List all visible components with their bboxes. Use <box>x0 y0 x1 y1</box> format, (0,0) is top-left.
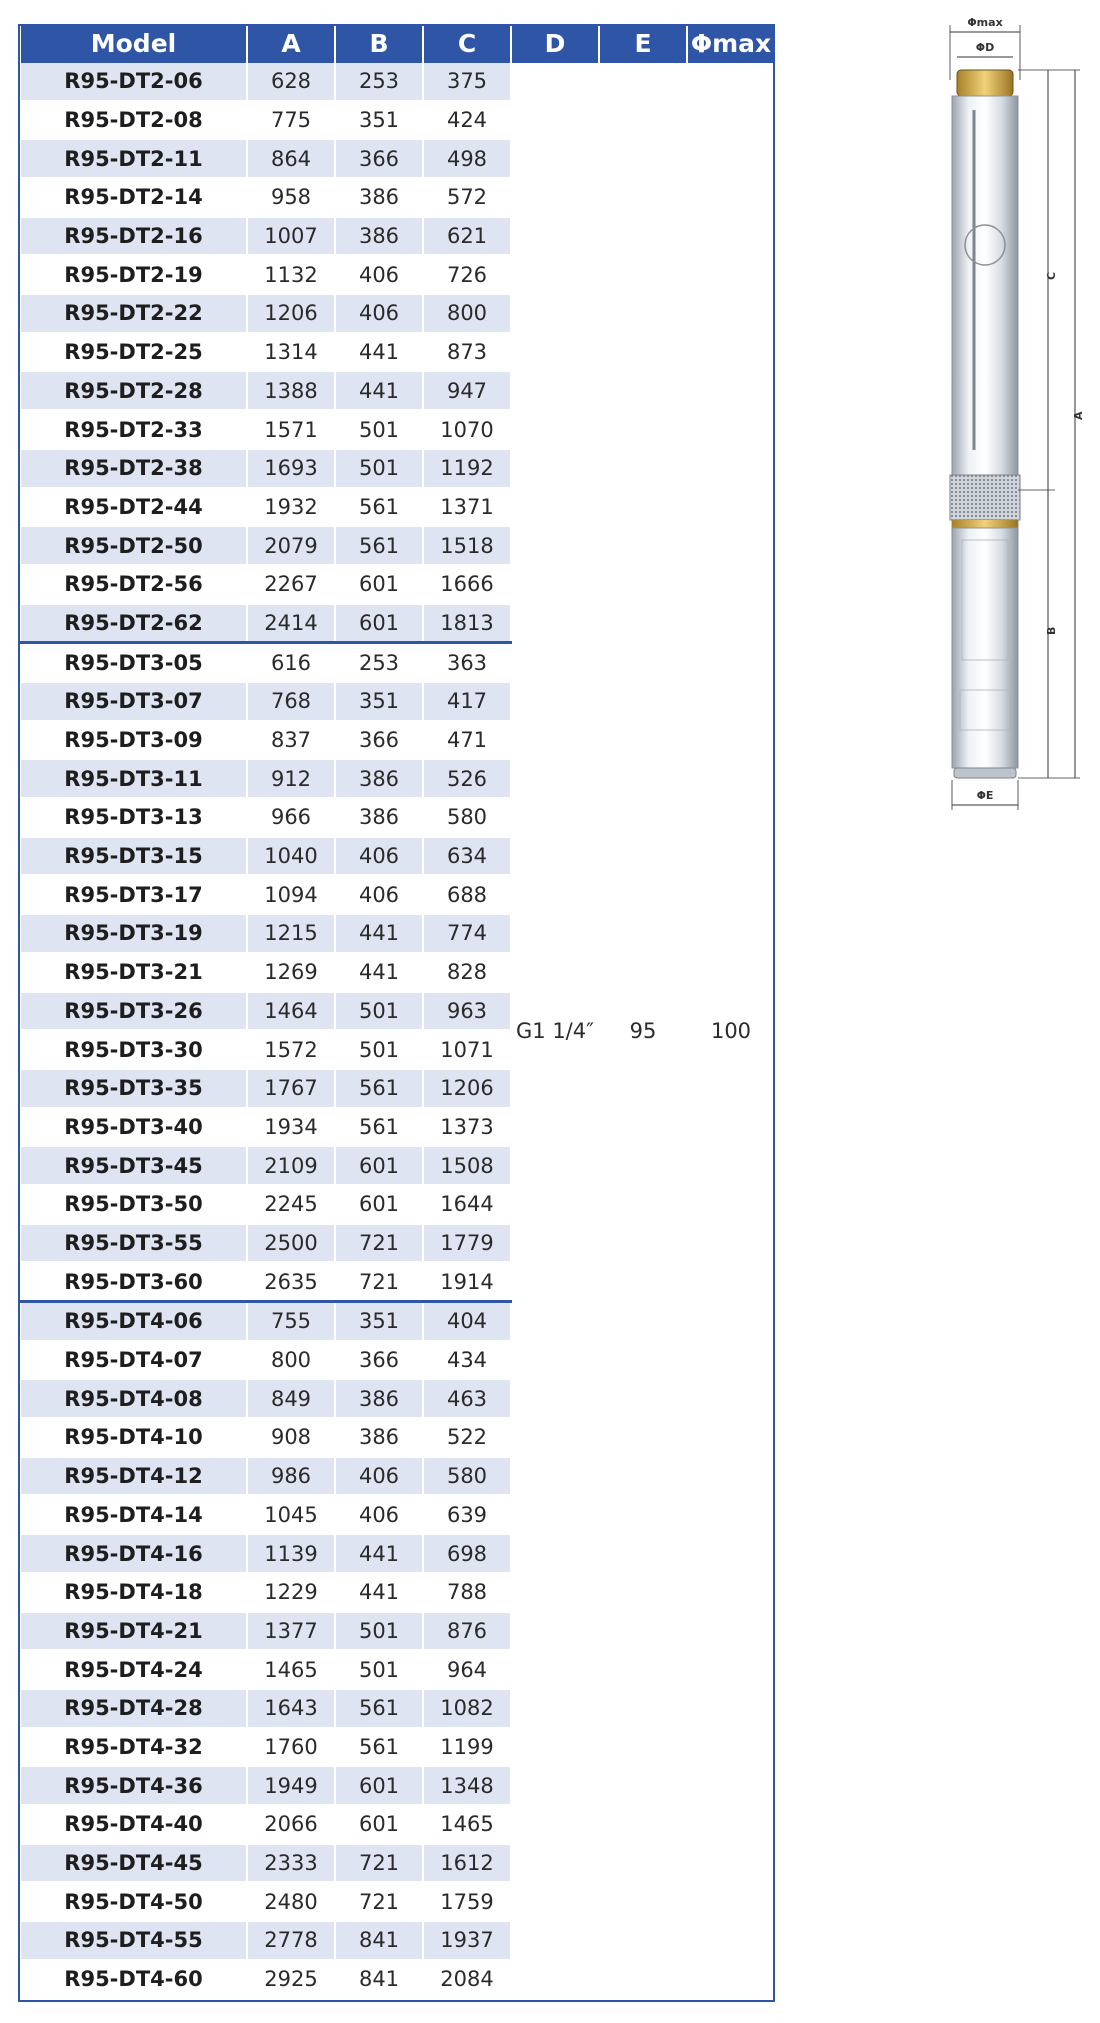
a-cell: 2778 <box>247 1921 335 1960</box>
dimensions-table <box>19 24 776 2000</box>
a-cell: 1007 <box>247 217 335 256</box>
c-cell: 1666 <box>423 565 511 604</box>
b-cell: 501 <box>335 1650 423 1689</box>
header-b: B <box>335 24 423 63</box>
d-shared-cell: G1 1/4″ <box>511 63 599 1999</box>
a-cell: 1571 <box>247 410 335 449</box>
c-cell: 1937 <box>423 1921 511 1960</box>
c-label: C <box>1045 271 1058 280</box>
c-cell: 522 <box>423 1418 511 1457</box>
a-cell: 768 <box>247 682 335 721</box>
a-cell: 1094 <box>247 875 335 914</box>
b-cell: 501 <box>335 992 423 1031</box>
b-cell: 841 <box>335 1921 423 1960</box>
a-label: A <box>1072 411 1085 420</box>
a-cell: 2109 <box>247 1146 335 1185</box>
model-cell: R95-DT3-45 <box>20 1146 247 1185</box>
header-c: C <box>423 24 511 63</box>
c-cell: 774 <box>423 914 511 953</box>
header-a: A <box>247 24 335 63</box>
b-cell: 386 <box>335 759 423 798</box>
model-cell: R95-DT4-21 <box>20 1612 247 1651</box>
b-cell: 601 <box>335 1185 423 1224</box>
c-cell: 1612 <box>423 1844 511 1883</box>
c-cell: 621 <box>423 217 511 256</box>
b-cell: 721 <box>335 1262 423 1301</box>
a-cell: 2333 <box>247 1844 335 1883</box>
a-cell: 2245 <box>247 1185 335 1224</box>
model-cell: R95-DT2-38 <box>20 449 247 488</box>
b-cell: 366 <box>335 1341 423 1380</box>
c-cell: 471 <box>423 721 511 760</box>
model-cell: R95-DT3-15 <box>20 837 247 876</box>
a-cell: 2480 <box>247 1882 335 1921</box>
b-cell: 721 <box>335 1844 423 1883</box>
c-cell: 363 <box>423 643 511 682</box>
c-cell: 498 <box>423 139 511 178</box>
model-cell: R95-DT2-44 <box>20 488 247 527</box>
model-cell: R95-DT4-55 <box>20 1921 247 1960</box>
b-cell: 561 <box>335 1069 423 1108</box>
a-cell: 2414 <box>247 604 335 643</box>
c-cell: 1071 <box>423 1030 511 1069</box>
model-cell: R95-DT3-17 <box>20 875 247 914</box>
a-cell: 1572 <box>247 1030 335 1069</box>
b-cell: 841 <box>335 1960 423 1999</box>
model-cell: R95-DT3-13 <box>20 798 247 837</box>
b-cell: 351 <box>335 682 423 721</box>
a-cell: 1388 <box>247 371 335 410</box>
c-cell: 1644 <box>423 1185 511 1224</box>
a-cell: 1215 <box>247 914 335 953</box>
b-cell: 561 <box>335 488 423 527</box>
c-cell: 1082 <box>423 1689 511 1728</box>
model-cell: R95-DT4-14 <box>20 1495 247 1534</box>
model-cell: R95-DT4-24 <box>20 1650 247 1689</box>
model-cell: R95-DT2-08 <box>20 101 247 140</box>
c-cell: 1199 <box>423 1728 511 1767</box>
a-cell: 1949 <box>247 1766 335 1805</box>
a-cell: 864 <box>247 139 335 178</box>
model-cell: R95-DT2-11 <box>20 139 247 178</box>
b-cell: 406 <box>335 255 423 294</box>
brass-outlet <box>957 70 1013 96</box>
b-cell: 561 <box>335 526 423 565</box>
c-cell: 404 <box>423 1302 511 1341</box>
model-cell: R95-DT4-10 <box>20 1418 247 1457</box>
model-cell: R95-DT4-16 <box>20 1534 247 1573</box>
model-cell: R95-DT3-11 <box>20 759 247 798</box>
a-cell: 958 <box>247 178 335 217</box>
table-body <box>20 63 775 1999</box>
c-cell: 1518 <box>423 526 511 565</box>
model-cell: R95-DT2-06 <box>20 63 247 101</box>
phie-label: ΦE <box>976 789 994 802</box>
b-cell: 366 <box>335 721 423 760</box>
c-cell: 726 <box>423 255 511 294</box>
c-cell: 1371 <box>423 488 511 527</box>
b-cell: 366 <box>335 139 423 178</box>
model-cell: R95-DT2-22 <box>20 294 247 333</box>
a-cell: 2066 <box>247 1805 335 1844</box>
model-cell: R95-DT4-36 <box>20 1766 247 1805</box>
c-cell: 788 <box>423 1573 511 1612</box>
a-cell: 2267 <box>247 565 335 604</box>
a-cell: 2925 <box>247 1960 335 1999</box>
b-cell: 406 <box>335 1495 423 1534</box>
phimax-label: Φmax <box>967 16 1003 29</box>
c-cell: 964 <box>423 1650 511 1689</box>
model-cell: R95-DT2-19 <box>20 255 247 294</box>
c-cell: 1192 <box>423 449 511 488</box>
a-cell: 1934 <box>247 1108 335 1147</box>
c-cell: 963 <box>423 992 511 1031</box>
model-cell: R95-DT3-40 <box>20 1108 247 1147</box>
b-cell: 386 <box>335 798 423 837</box>
a-cell: 1269 <box>247 953 335 992</box>
b-cell: 253 <box>335 643 423 682</box>
c-cell: 1759 <box>423 1882 511 1921</box>
c-cell: 1348 <box>423 1766 511 1805</box>
b-cell: 601 <box>335 565 423 604</box>
model-cell: R95-DT2-16 <box>20 217 247 256</box>
pump-dimension-drawing <box>930 10 1090 950</box>
model-cell: R95-DT2-62 <box>20 604 247 643</box>
a-cell: 616 <box>247 643 335 682</box>
b-cell: 253 <box>335 63 423 101</box>
a-cell: 1465 <box>247 1650 335 1689</box>
c-cell: 947 <box>423 371 511 410</box>
a-cell: 1767 <box>247 1069 335 1108</box>
b-cell: 601 <box>335 1766 423 1805</box>
model-cell: R95-DT3-60 <box>20 1262 247 1301</box>
b-cell: 441 <box>335 1534 423 1573</box>
model-cell: R95-DT3-35 <box>20 1069 247 1108</box>
table-header-row <box>20 24 775 63</box>
model-cell: R95-DT4-28 <box>20 1689 247 1728</box>
a-cell: 775 <box>247 101 335 140</box>
model-cell: R95-DT3-05 <box>20 643 247 682</box>
model-cell: R95-DT3-09 <box>20 721 247 760</box>
b-cell: 501 <box>335 1030 423 1069</box>
b-cell: 441 <box>335 953 423 992</box>
a-cell: 1693 <box>247 449 335 488</box>
c-cell: 634 <box>423 837 511 876</box>
a-cell: 800 <box>247 1341 335 1380</box>
c-cell: 1779 <box>423 1224 511 1263</box>
b-cell: 441 <box>335 914 423 953</box>
b-cell: 721 <box>335 1882 423 1921</box>
b-cell: 561 <box>335 1108 423 1147</box>
a-cell: 1314 <box>247 333 335 372</box>
b-cell: 406 <box>335 875 423 914</box>
c-cell: 2084 <box>423 1960 511 1999</box>
header-model: Model <box>20 24 247 63</box>
model-cell: R95-DT2-56 <box>20 565 247 604</box>
model-cell: R95-DT2-33 <box>20 410 247 449</box>
model-cell: R95-DT3-30 <box>20 1030 247 1069</box>
c-cell: 1813 <box>423 604 511 643</box>
model-cell: R95-DT4-06 <box>20 1302 247 1341</box>
b-cell: 441 <box>335 371 423 410</box>
a-cell: 837 <box>247 721 335 760</box>
c-cell: 1465 <box>423 1805 511 1844</box>
b-cell: 441 <box>335 1573 423 1612</box>
model-cell: R95-DT2-50 <box>20 526 247 565</box>
c-cell: 526 <box>423 759 511 798</box>
b-cell: 501 <box>335 410 423 449</box>
model-cell: R95-DT3-19 <box>20 914 247 953</box>
c-cell: 375 <box>423 63 511 101</box>
e-shared-cell: 95 <box>599 63 687 1999</box>
b-cell: 406 <box>335 1457 423 1496</box>
b-cell: 406 <box>335 294 423 333</box>
model-cell: R95-DT3-07 <box>20 682 247 721</box>
a-cell: 1045 <box>247 1495 335 1534</box>
a-cell: 1139 <box>247 1534 335 1573</box>
a-cell: 986 <box>247 1457 335 1496</box>
phid-label: ΦD <box>975 41 995 54</box>
b-cell: 501 <box>335 1612 423 1651</box>
c-cell: 1373 <box>423 1108 511 1147</box>
c-cell: 1508 <box>423 1146 511 1185</box>
c-cell: 1206 <box>423 1069 511 1108</box>
model-cell: R95-DT2-14 <box>20 178 247 217</box>
a-cell: 966 <box>247 798 335 837</box>
a-cell: 1760 <box>247 1728 335 1767</box>
header-phimax: Φmax <box>687 24 775 63</box>
model-cell: R95-DT4-45 <box>20 1844 247 1883</box>
model-cell: R95-DT4-40 <box>20 1805 247 1844</box>
phimax-shared-cell: 100 <box>687 63 775 1999</box>
b-cell: 351 <box>335 101 423 140</box>
c-cell: 417 <box>423 682 511 721</box>
model-cell: R95-DT3-50 <box>20 1185 247 1224</box>
b-cell: 561 <box>335 1689 423 1728</box>
c-cell: 873 <box>423 333 511 372</box>
b-label: B <box>1045 626 1058 635</box>
c-cell: 876 <box>423 1612 511 1651</box>
model-cell: R95-DT2-25 <box>20 333 247 372</box>
header-d: D <box>511 24 599 63</box>
model-cell: R95-DT4-32 <box>20 1728 247 1767</box>
c-cell: 1070 <box>423 410 511 449</box>
c-cell: 424 <box>423 101 511 140</box>
b-cell: 501 <box>335 449 423 488</box>
a-cell: 755 <box>247 1302 335 1341</box>
a-cell: 1229 <box>247 1573 335 1612</box>
a-cell: 1464 <box>247 992 335 1031</box>
a-cell: 1932 <box>247 488 335 527</box>
c-cell: 698 <box>423 1534 511 1573</box>
model-cell: R95-DT4-08 <box>20 1379 247 1418</box>
c-cell: 800 <box>423 294 511 333</box>
c-cell: 639 <box>423 1495 511 1534</box>
c-cell: 434 <box>423 1341 511 1380</box>
b-cell: 406 <box>335 837 423 876</box>
a-cell: 912 <box>247 759 335 798</box>
table-row <box>20 63 775 101</box>
a-cell: 1040 <box>247 837 335 876</box>
a-cell: 2500 <box>247 1224 335 1263</box>
header-e: E <box>599 24 687 63</box>
b-cell: 386 <box>335 178 423 217</box>
b-cell: 386 <box>335 1418 423 1457</box>
c-cell: 463 <box>423 1379 511 1418</box>
b-cell: 721 <box>335 1224 423 1263</box>
a-cell: 2079 <box>247 526 335 565</box>
a-cell: 2635 <box>247 1262 335 1301</box>
b-cell: 386 <box>335 217 423 256</box>
a-cell: 1206 <box>247 294 335 333</box>
model-cell: R95-DT3-26 <box>20 992 247 1031</box>
model-cell: R95-DT4-18 <box>20 1573 247 1612</box>
b-cell: 601 <box>335 1146 423 1185</box>
model-cell: R95-DT4-07 <box>20 1341 247 1380</box>
a-cell: 1643 <box>247 1689 335 1728</box>
c-cell: 688 <box>423 875 511 914</box>
b-cell: 386 <box>335 1379 423 1418</box>
a-cell: 908 <box>247 1418 335 1457</box>
model-cell: R95-DT3-21 <box>20 953 247 992</box>
model-cell: R95-DT4-12 <box>20 1457 247 1496</box>
a-cell: 1132 <box>247 255 335 294</box>
b-cell: 441 <box>335 333 423 372</box>
model-cell: R95-DT3-55 <box>20 1224 247 1263</box>
b-cell: 561 <box>335 1728 423 1767</box>
a-cell: 1377 <box>247 1612 335 1651</box>
a-cell: 628 <box>247 63 335 101</box>
c-cell: 580 <box>423 798 511 837</box>
a-cell: 849 <box>247 1379 335 1418</box>
model-cell: R95-DT2-28 <box>20 371 247 410</box>
model-cell: R95-DT4-60 <box>20 1960 247 1999</box>
inlet-mesh <box>950 475 1020 520</box>
c-cell: 1914 <box>423 1262 511 1301</box>
b-cell: 351 <box>335 1302 423 1341</box>
b-cell: 601 <box>335 1805 423 1844</box>
c-cell: 828 <box>423 953 511 992</box>
c-cell: 572 <box>423 178 511 217</box>
model-cell: R95-DT4-50 <box>20 1882 247 1921</box>
b-cell: 601 <box>335 604 423 643</box>
c-cell: 580 <box>423 1457 511 1496</box>
